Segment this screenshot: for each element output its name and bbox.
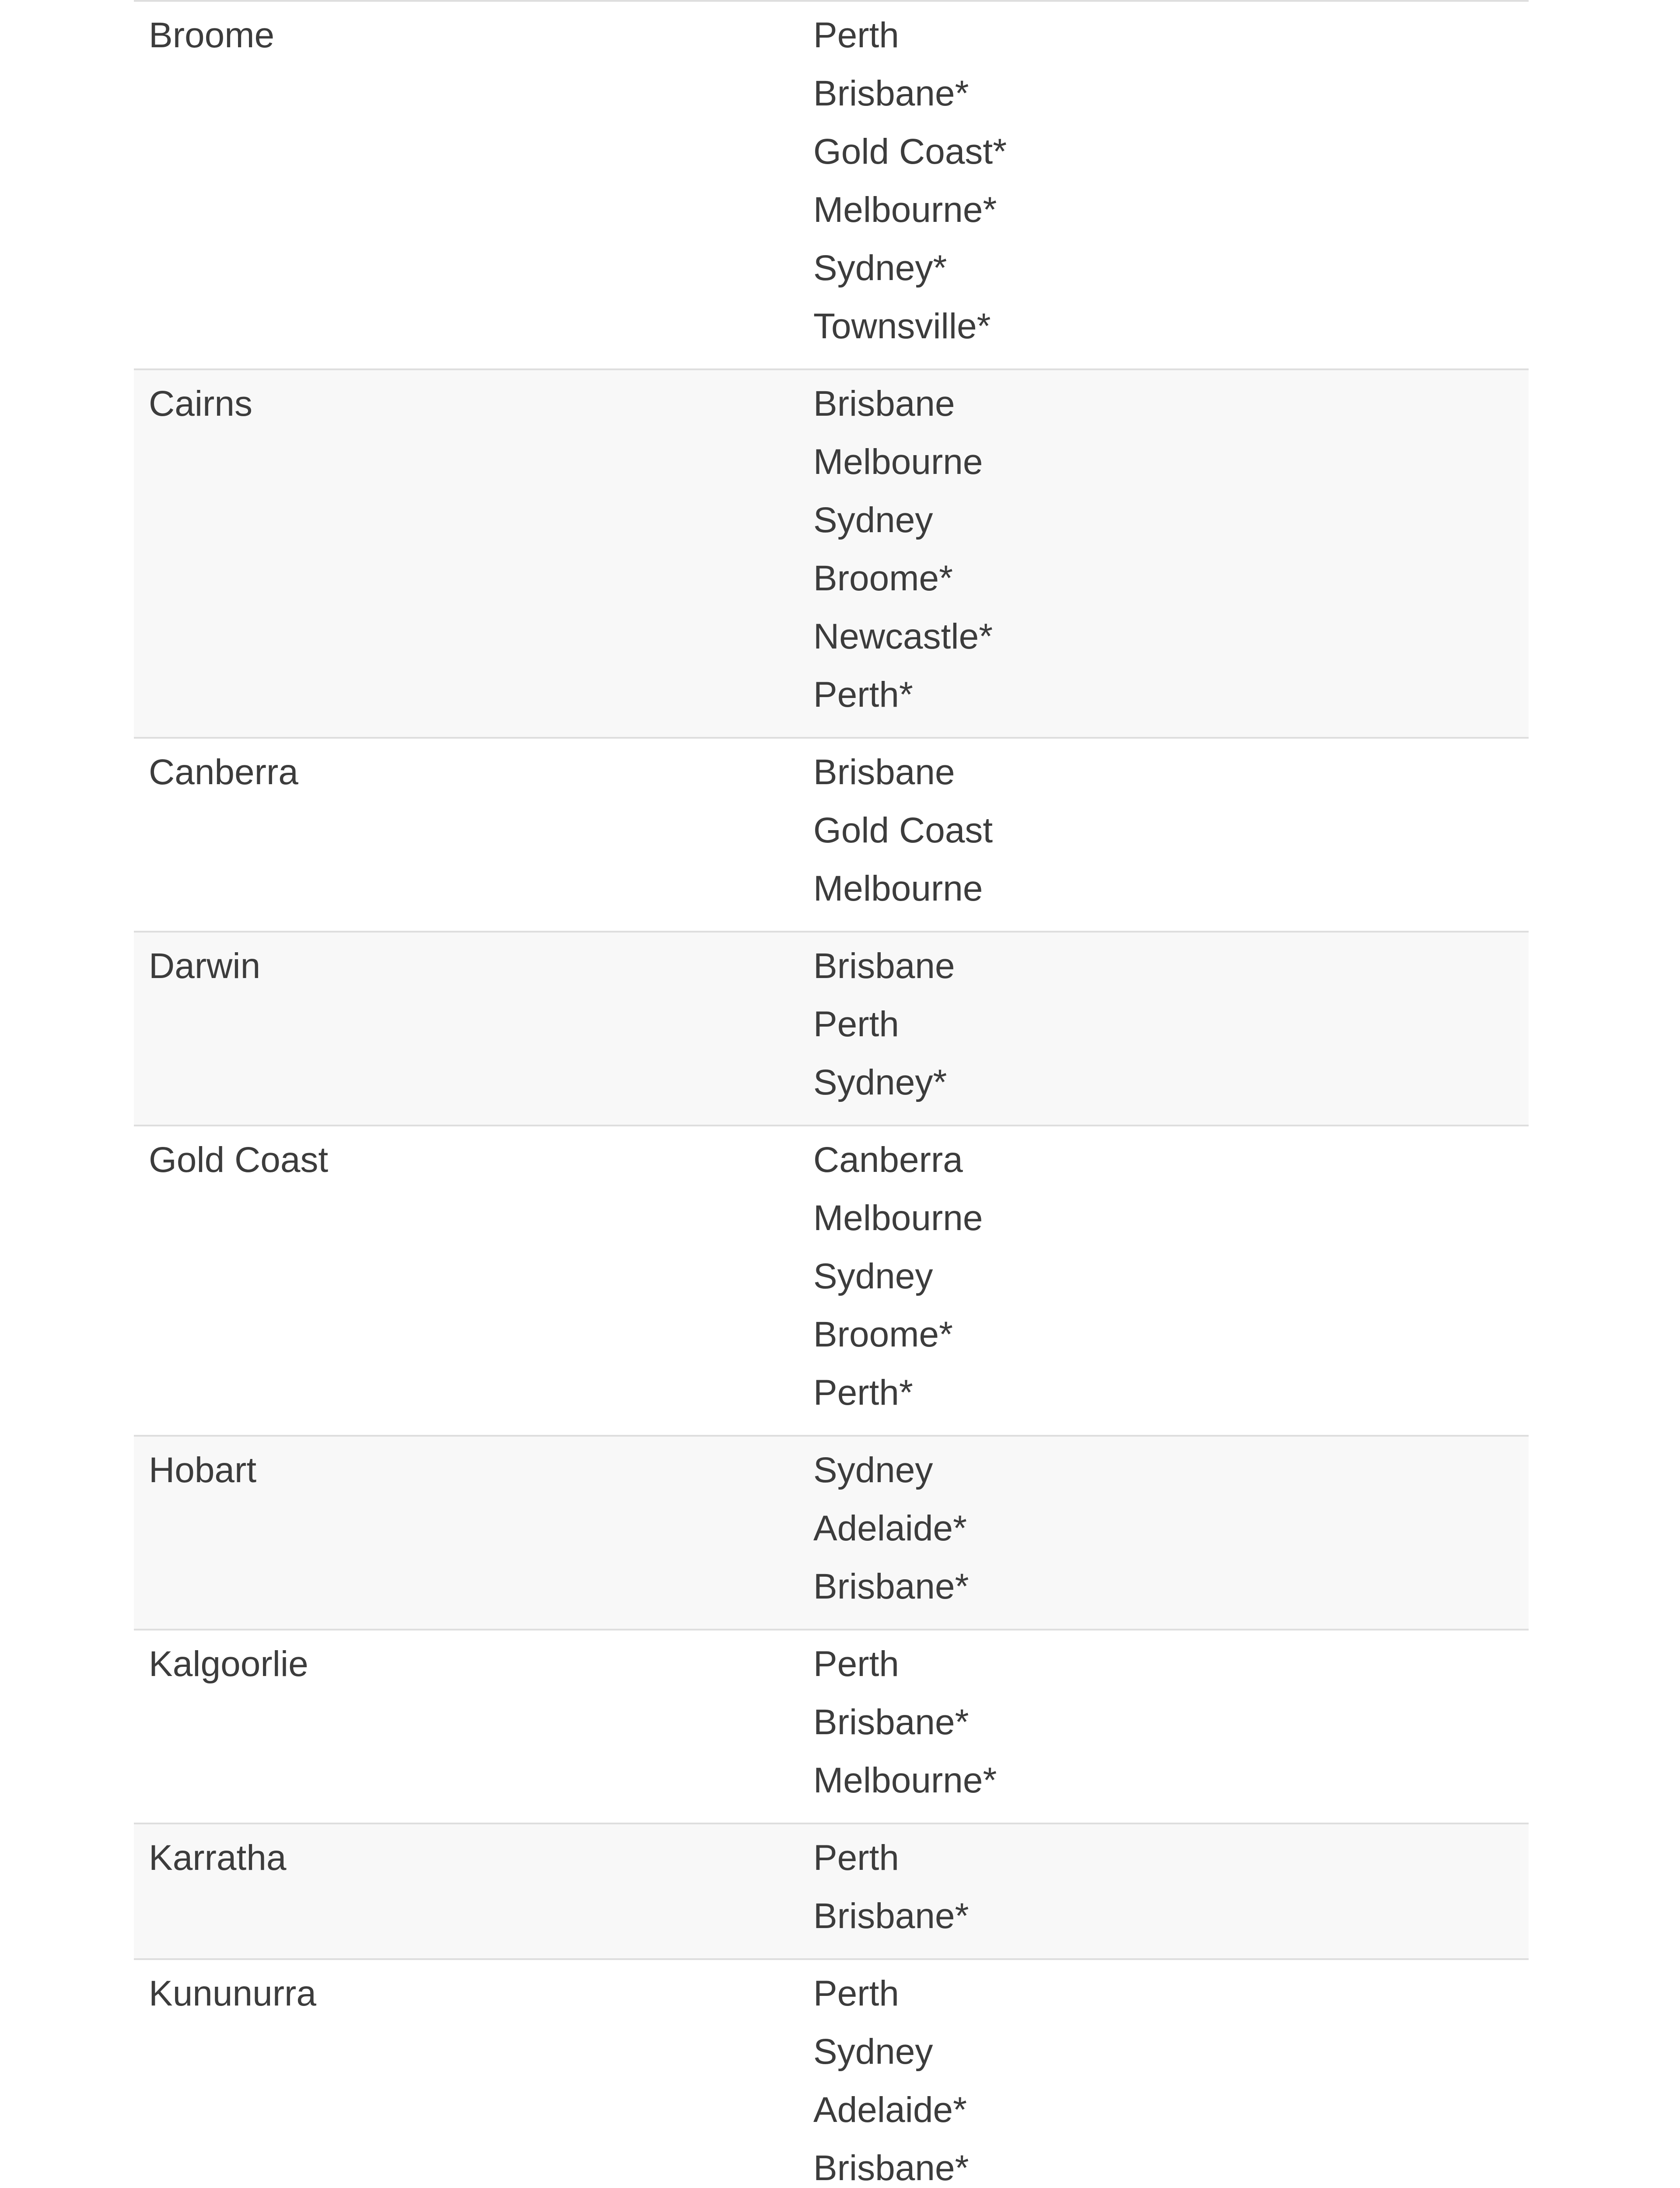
- origin-cell: Hobart: [149, 1450, 257, 1490]
- destinations-cell: [813, 375, 1529, 724]
- origin-cell: Broome: [149, 15, 275, 55]
- destination-item: Brisbane: [813, 752, 955, 792]
- table-row: [134, 1437, 1529, 1630]
- destination-item: Melbourne*: [813, 190, 997, 230]
- table-row: [134, 739, 1529, 933]
- origin-cell: Cairns: [149, 384, 252, 424]
- destination-item: Broome*: [813, 1315, 953, 1354]
- destination-item: Perth: [813, 15, 899, 55]
- route-table: [134, 0, 1529, 2188]
- destination-item: Newcastle*: [813, 617, 993, 656]
- destinations-cell: [813, 937, 1529, 1112]
- destination-item: Brisbane*: [813, 1896, 969, 1936]
- destination-item: Melbourne: [813, 869, 983, 908]
- destination-item: Brisbane: [813, 384, 955, 424]
- destination-item: Sydney: [813, 2032, 933, 2072]
- origin-cell: Kununurra: [149, 1974, 316, 2013]
- destination-item: Sydney: [813, 1450, 933, 1490]
- destination-item: Perth: [813, 1838, 899, 1878]
- destinations-cell: [813, 6, 1529, 355]
- destination-item: Sydney*: [813, 248, 947, 288]
- destination-item: Brisbane*: [813, 1567, 969, 1606]
- table-row: [134, 1126, 1529, 1437]
- destination-item: Melbourne: [813, 1198, 983, 1238]
- destination-item: Gold Coast: [813, 810, 993, 850]
- destinations-cell: [813, 1131, 1529, 1422]
- destinations-cell: [813, 1635, 1529, 1809]
- table-row: [134, 1960, 1529, 2188]
- destination-item: Sydney: [813, 500, 933, 540]
- destination-item: Brisbane*: [813, 74, 969, 113]
- destination-item: Brisbane: [813, 946, 955, 986]
- destination-item: Sydney*: [813, 1062, 947, 1102]
- origin-cell: Karratha: [149, 1838, 287, 1878]
- origin-cell: Kalgoorlie: [149, 1644, 308, 1684]
- destination-item: Adelaide*: [813, 2090, 967, 2130]
- table-row: [134, 933, 1529, 1126]
- origin-cell: Canberra: [149, 752, 298, 792]
- destinations-cell: [813, 1441, 1529, 1616]
- destination-item: Perth*: [813, 1373, 913, 1413]
- table-row: [134, 1824, 1529, 1960]
- origin-cell: Gold Coast: [149, 1140, 329, 1180]
- destination-item: Melbourne: [813, 442, 983, 482]
- destination-item: Melbourne*: [813, 1760, 997, 1800]
- destination-item: Perth: [813, 1644, 899, 1684]
- destination-item: Sydney: [813, 1256, 933, 1296]
- destination-item: Brisbane*: [813, 2148, 969, 2188]
- destination-item: Perth: [813, 1974, 899, 2013]
- destination-item: Adelaide*: [813, 1508, 967, 1548]
- table-row: [134, 1630, 1529, 1824]
- destinations-cell: [813, 1829, 1529, 1945]
- destinations-cell: [813, 1964, 1529, 2188]
- destination-item: Perth*: [813, 675, 913, 715]
- destination-item: Brisbane*: [813, 1702, 969, 1742]
- destinations-cell: [813, 743, 1529, 918]
- table-row: [134, 370, 1529, 739]
- destination-item: Perth: [813, 1004, 899, 1044]
- destination-item: Gold Coast*: [813, 132, 1007, 172]
- destination-item: Canberra: [813, 1140, 963, 1180]
- destination-item: Broome*: [813, 558, 953, 598]
- destination-item: Townsville*: [813, 306, 991, 346]
- origin-cell: Darwin: [149, 946, 261, 986]
- table-row: [134, 2, 1529, 370]
